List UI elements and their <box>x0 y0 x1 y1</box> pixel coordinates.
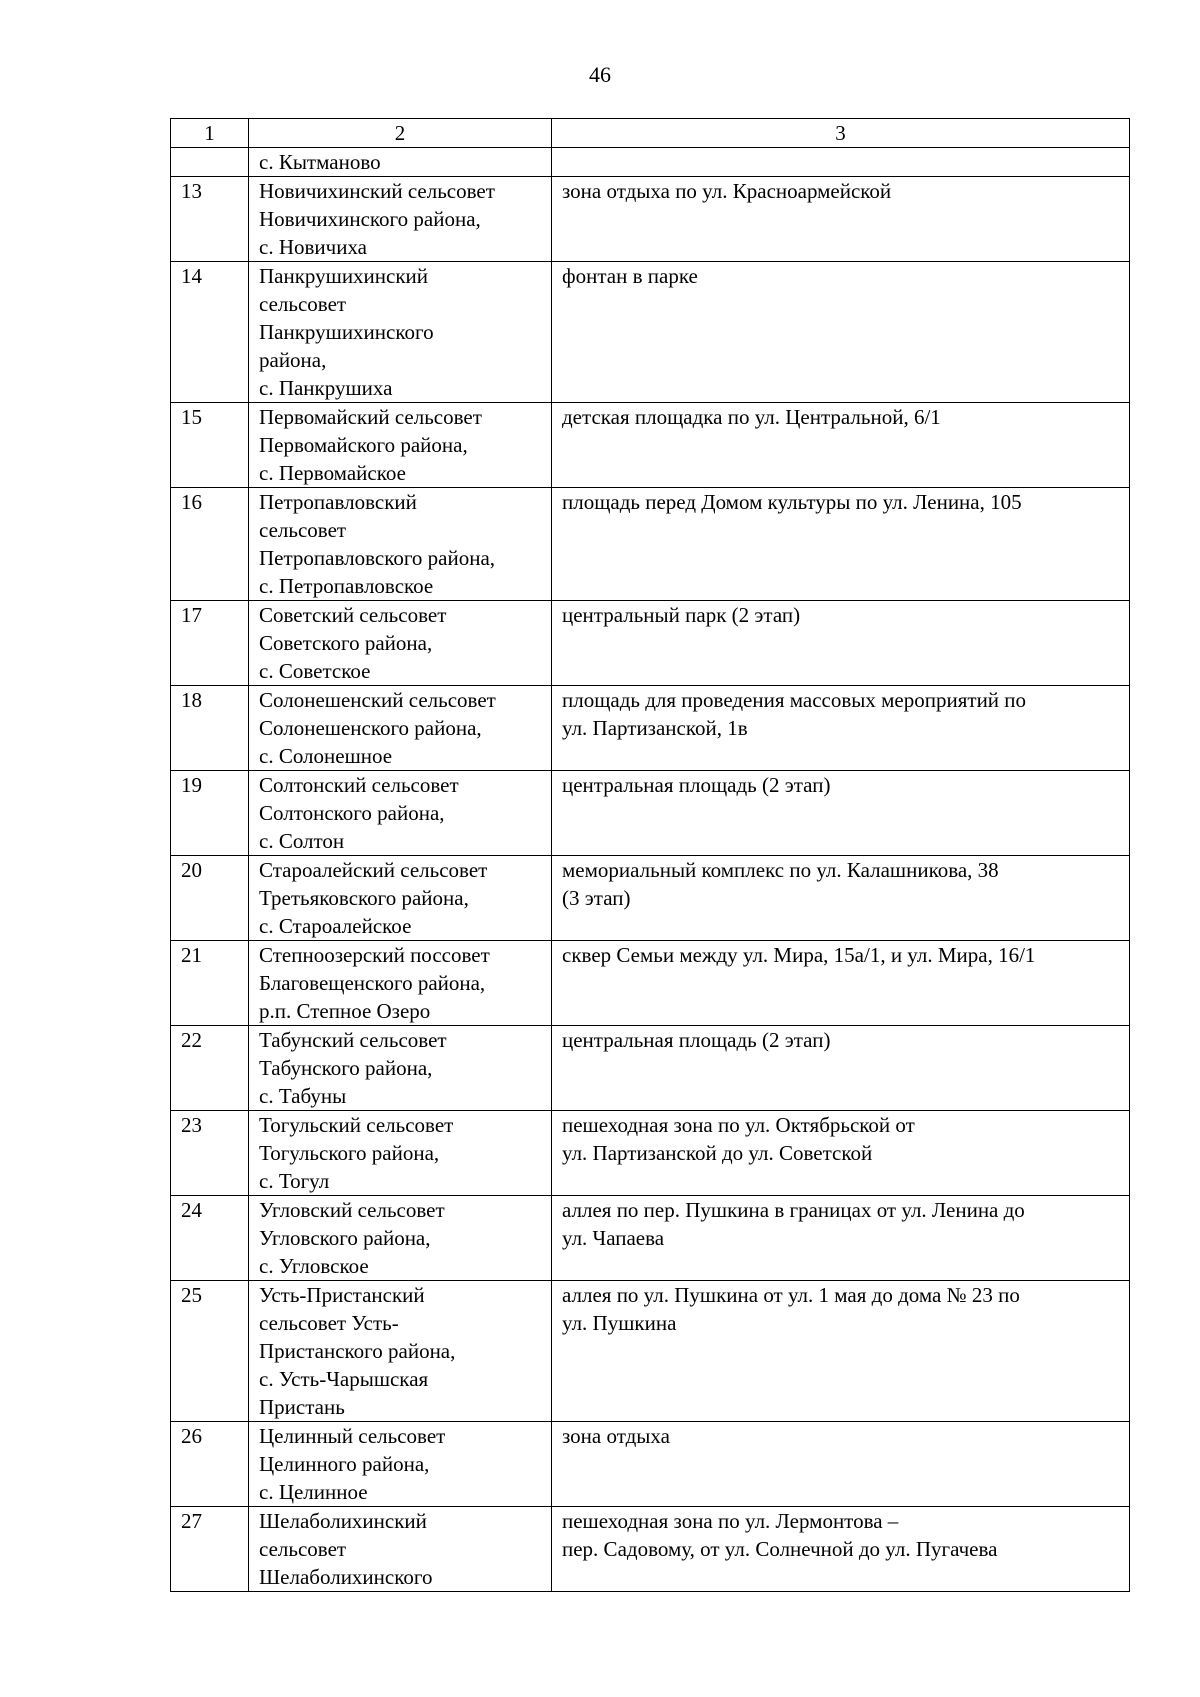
table-header-row <box>171 119 1130 148</box>
row-number: 21 <box>171 941 249 1026</box>
row-number: 18 <box>171 686 249 771</box>
municipality-name: Солонешенский сельсовет Солонешенского района, с. Солонешное <box>249 686 552 771</box>
row-number: 23 <box>171 1111 249 1196</box>
row-number: 25 <box>171 1281 249 1422</box>
column-header-2: 2 <box>249 119 552 148</box>
table-row <box>171 1111 1130 1196</box>
object-description: площадь перед Домом культуры по ул. Ленина, 105 <box>552 488 1130 601</box>
municipality-name: Петропавловский сельсовет Петропавловского района, с. Петропавловское <box>249 488 552 601</box>
row-number: 15 <box>171 403 249 488</box>
row-number: 27 <box>171 1507 249 1592</box>
table-row-continuation <box>171 148 1130 177</box>
table-row <box>171 771 1130 856</box>
municipality-name: Угловский сельсовет Угловского района, с. Угловское <box>249 1196 552 1281</box>
municipality-name: Панкрушихинский сельсовет Панкрушихинского района, с. Панкрушиха <box>249 262 552 403</box>
row-number: 17 <box>171 601 249 686</box>
municipality-name: Первомайский сельсовет Первомайского района, с. Первомайское <box>249 403 552 488</box>
object-description: площадь для проведения массовых мероприятий по ул. Партизанской, 1в <box>552 686 1130 771</box>
column-header-3: 3 <box>552 119 1130 148</box>
table-body <box>171 148 1130 1592</box>
municipality-name: Тогульский сельсовет Тогульского района, с. Тогул <box>249 1111 552 1196</box>
table-row <box>171 601 1130 686</box>
object-description: фонтан в парке <box>552 262 1130 403</box>
table-row <box>171 1281 1130 1422</box>
table-row <box>171 856 1130 941</box>
table-row <box>171 403 1130 488</box>
table-row <box>171 941 1130 1026</box>
row-number: 22 <box>171 1026 249 1111</box>
municipality-name: Целинный сельсовет Целинного района, с. Целинное <box>249 1422 552 1507</box>
table-row <box>171 1196 1130 1281</box>
table-row <box>171 488 1130 601</box>
municipality-name: Степноозерский поссовет Благовещенского района, р.п. Степное Озеро <box>249 941 552 1026</box>
object-description: центральный парк (2 этап) <box>552 601 1130 686</box>
municipality-name: Солтонский сельсовет Солтонского района, с. Солтон <box>249 771 552 856</box>
page-number: 46 <box>589 62 611 87</box>
municipality-name: Советский сельсовет Советского района, с. Советское <box>249 601 552 686</box>
object-description: пешеходная зона по ул. Октябрьской от ул. Партизанской до ул. Советской <box>552 1111 1130 1196</box>
object-description: пешеходная зона по ул. Лермонтова – пер. Садовому, от ул. Солнечной до ул. Пугачева <box>552 1507 1130 1592</box>
object-description: центральная площадь (2 этап) <box>552 771 1130 856</box>
municipality-name: с. Кытманово <box>249 148 552 177</box>
municipality-name: Староалейский сельсовет Третьяковского района, с. Староалейское <box>249 856 552 941</box>
object-description: аллея по ул. Пушкина от ул. 1 мая до дома № 23 по ул. Пушкина <box>552 1281 1130 1422</box>
object-description: зона отдыха <box>552 1422 1130 1507</box>
object-description: центральная площадь (2 этап) <box>552 1026 1130 1111</box>
object-description <box>552 148 1130 177</box>
table-row <box>171 1026 1130 1111</box>
row-number: 26 <box>171 1422 249 1507</box>
municipality-name: Усть-Пристанский сельсовет Усть- Пристанского района, с. Усть-Чарышская Пристань <box>249 1281 552 1422</box>
row-number: 16 <box>171 488 249 601</box>
document-table <box>170 118 1130 1592</box>
municipality-name: Шелаболихинский сельсовет Шелаболихинского <box>249 1507 552 1592</box>
municipality-name: Новичихинский сельсовет Новичихинского района, с. Новичиха <box>249 177 552 262</box>
table-row <box>171 177 1130 262</box>
object-description: мемориальный комплекс по ул. Калашникова, 38 (3 этап) <box>552 856 1130 941</box>
object-description: детская площадка по ул. Центральной, 6/1 <box>552 403 1130 488</box>
object-description: сквер Семьи между ул. Мира, 15а/1, и ул. Мира, 16/1 <box>552 941 1130 1026</box>
object-description: зона отдыха по ул. Красноармейской <box>552 177 1130 262</box>
table-row <box>171 1507 1130 1592</box>
row-number: 14 <box>171 262 249 403</box>
row-number: 24 <box>171 1196 249 1281</box>
row-number <box>171 148 249 177</box>
row-number: 20 <box>171 856 249 941</box>
column-header-1: 1 <box>171 119 249 148</box>
object-description: аллея по пер. Пушкина в границах от ул. Ленина до ул. Чапаева <box>552 1196 1130 1281</box>
table-row <box>171 262 1130 403</box>
table-row <box>171 1422 1130 1507</box>
municipality-name: Табунский сельсовет Табунского района, с. Табуны <box>249 1026 552 1111</box>
row-number: 13 <box>171 177 249 262</box>
row-number: 19 <box>171 771 249 856</box>
table-row <box>171 686 1130 771</box>
